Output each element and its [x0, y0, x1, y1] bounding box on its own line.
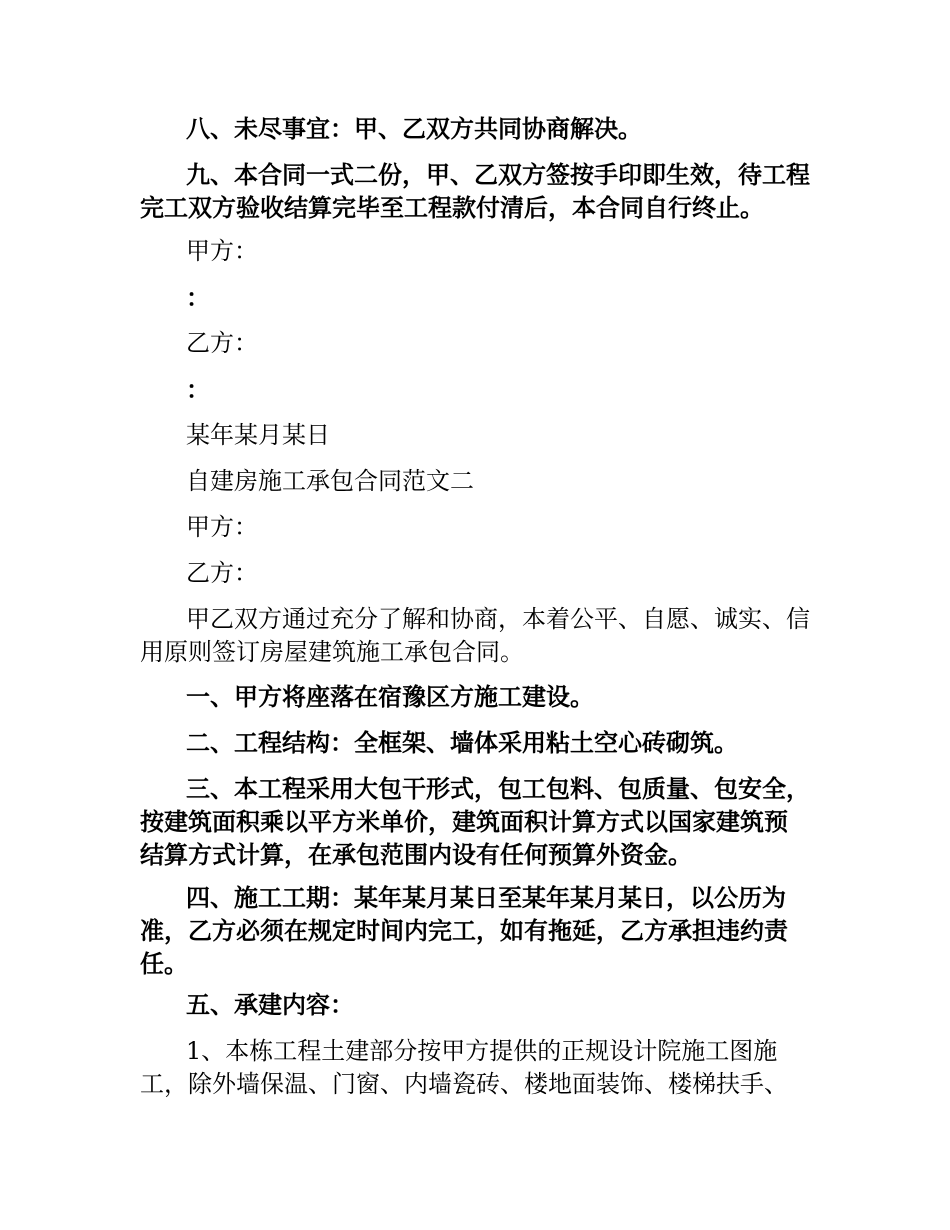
clause-1-paragraph: 一、甲方将座落在宿豫区方施工建设。	[186, 682, 594, 711]
party-b-colon: ：	[186, 375, 210, 404]
party-b-label-2: 乙方：	[186, 559, 258, 587]
party-b-label: 乙方：	[186, 329, 258, 357]
clause-5-heading: 五、承建内容：	[186, 990, 354, 1019]
clause-5-item-1: 1、本栋工程土建部分按甲方提供的正规设计院施工图施工，除外墙保温、门窗、内墙瓷砖、楼地面装饰、楼梯扶手、	[140, 1037, 788, 1098]
clause-3-paragraph: 三、本工程采用大包干形式，包工包料、包质量、包安全，按建筑面积乘以平方米单价，建筑面积计算方式以国家建筑预结算方式计算，在承包范围内设有任何预算外资金。	[140, 774, 810, 869]
clause-2-paragraph: 二、工程结构：全框架、墙体采用粘土空心砖砌筑。	[186, 728, 738, 757]
party-a-label: 甲方：	[186, 237, 258, 265]
clause-4-paragraph: 四、施工工期：某年某月某日至某年某月某日，以公历为准，乙方必须在规定时间内完工，如有拖延，乙方承担违约责任。	[140, 883, 788, 978]
party-a-colon: ：	[186, 283, 210, 312]
section-title: 自建房施工承包合同范文二	[186, 467, 474, 495]
date-line: 某年某月某日	[186, 421, 330, 449]
clause-8-paragraph: 八、未尽事宜：甲、乙双方共同协商解决。	[186, 114, 642, 143]
intro-paragraph: 甲乙双方通过充分了解和协商，本着公平、自愿、诚实、信用原则签订房屋建筑施工承包合同。	[140, 605, 810, 666]
party-a-label-2: 甲方：	[186, 513, 258, 541]
clause-9-paragraph: 九、本合同一式二份，甲、乙双方签按手印即生效，待工程完工双方验收结算完毕至工程款付清后，本合同自行终止。	[140, 160, 810, 222]
